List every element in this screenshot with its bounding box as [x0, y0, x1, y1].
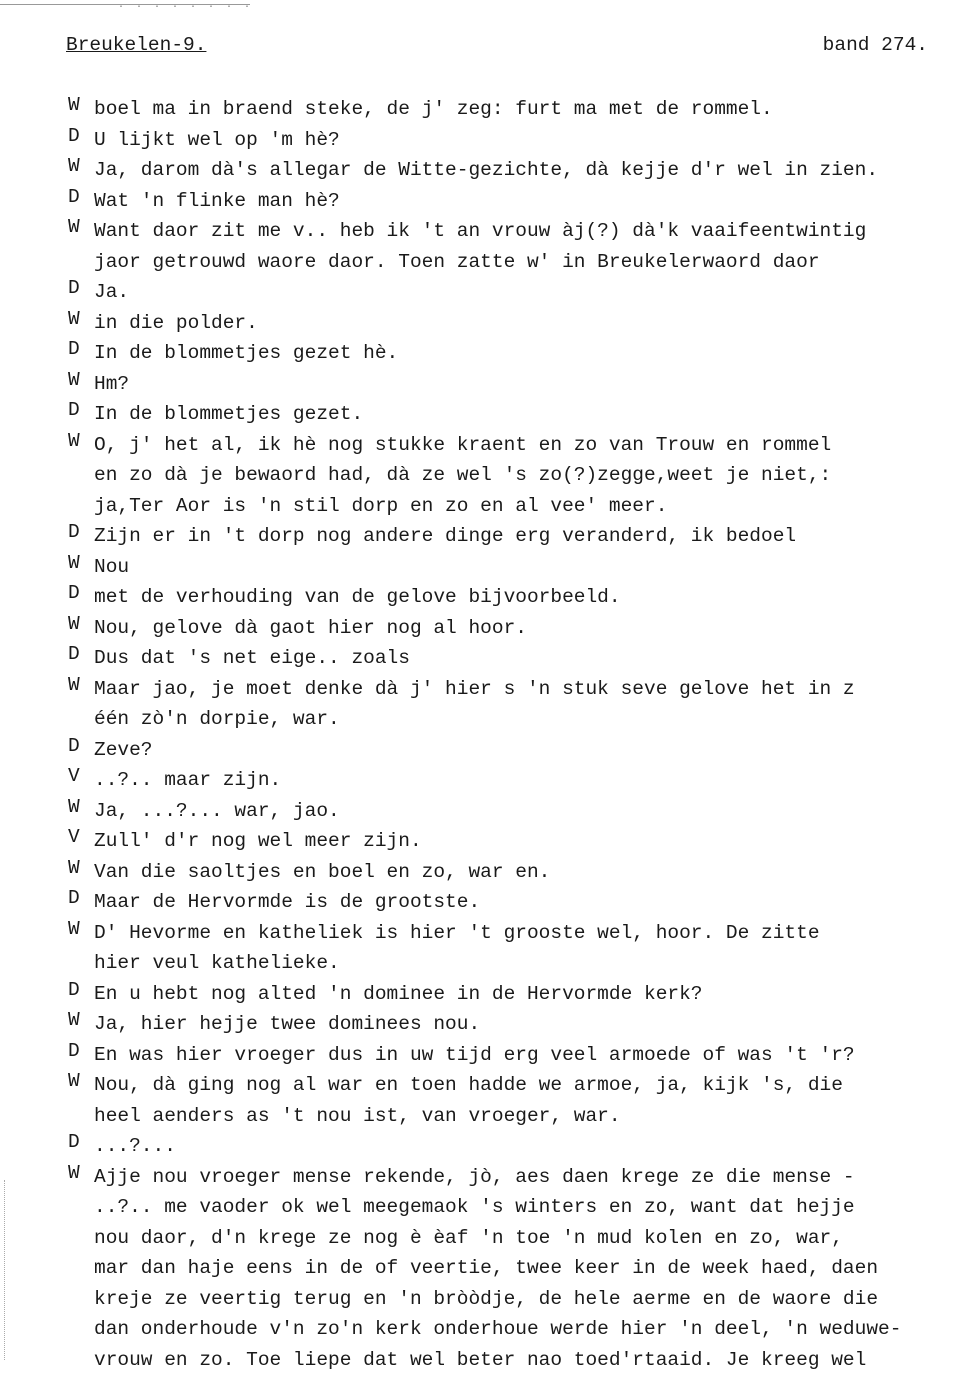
speaker-label: D: [68, 978, 80, 1001]
text-line: Dus dat 's net eige.. zoals: [94, 647, 410, 669]
transcript-turn: [68, 277, 948, 308]
speaker-label: W: [68, 155, 80, 177]
transcript-turn: [68, 643, 948, 674]
turn-text: [94, 1009, 948, 1040]
speaker-label: D: [68, 1131, 80, 1153]
turn-text: [94, 613, 948, 644]
speaker-label: V: [68, 826, 80, 848]
text-line: En u hebt nog alted 'n dominee in de Hervormde kerk?: [94, 982, 703, 1005]
text-line: en zo dà je bewaord had, dà ze wel 's zo(?)zegge,weet je niet,:: [94, 464, 832, 486]
turn-text: [94, 277, 948, 308]
band-number: band 274.: [822, 34, 928, 56]
turn-text: [94, 521, 948, 552]
turn-text: [94, 308, 948, 339]
speaker-label: D: [68, 399, 80, 421]
transcript-turn: [68, 1162, 948, 1376]
speaker-label: V: [68, 765, 80, 787]
text-line: in die polder.: [94, 311, 258, 334]
transcript-turn: [68, 857, 948, 888]
speaker-label: W: [68, 1009, 80, 1031]
text-line: mar dan haje eens in de of veertie, twee keer in de week haed, daen: [94, 1257, 879, 1279]
speaker-label: W: [68, 94, 80, 116]
text-line: Ja, ...?... war, jao.: [94, 799, 340, 822]
transcript-turn: [68, 826, 948, 857]
turn-text: [94, 1070, 948, 1131]
transcript-turn: [68, 674, 948, 735]
text-line: hier veul kathelieke.: [94, 952, 340, 974]
transcript-turn: [68, 186, 948, 217]
transcript-turn: [68, 521, 948, 552]
text-line: O, j' het al, ik hè nog stukke kraent en zo van Trouw en rommel: [94, 433, 832, 456]
speaker-label: W: [68, 917, 80, 940]
turn-text: [94, 1040, 948, 1071]
speaker-label: W: [68, 368, 80, 391]
speaker-label: D: [68, 277, 80, 299]
turn-text: [94, 857, 948, 888]
speaker-label: D: [68, 582, 80, 604]
text-line: ..?.. maar zijn.: [94, 769, 282, 791]
speaker-label: W: [68, 307, 80, 330]
turn-text: [94, 338, 948, 369]
turn-text: [94, 369, 948, 400]
turn-text: [94, 186, 948, 217]
transcript-turn: [68, 979, 948, 1010]
transcript-turn: [68, 887, 948, 918]
text-line: Ja.: [94, 281, 130, 303]
transcript-turn: [68, 399, 948, 430]
transcript-turn: [68, 216, 948, 277]
text-line: Ja, darom dà's allegar de Witte-gezichte, dà kejje d'r wel in zien.: [94, 159, 879, 181]
speaker-label: D: [68, 734, 80, 757]
turn-text: [94, 735, 948, 766]
transcript-turn: [68, 613, 948, 644]
speaker-label: D: [68, 338, 80, 360]
turn-text: [94, 582, 948, 613]
text-line: Wat 'n flinke man hè?: [94, 189, 340, 212]
text-line: ...?...: [94, 1135, 176, 1157]
speaker-label: W: [68, 612, 80, 635]
transcript: [68, 94, 948, 1375]
speaker-label: W: [68, 795, 80, 818]
margin-mark: [4, 1180, 5, 1360]
transcript-turn: [68, 1040, 948, 1071]
turn-text: [94, 796, 948, 827]
transcript-turn: [68, 369, 948, 400]
top-dots: · · · · · · · ·: [118, 2, 254, 13]
text-line: Ajje nou vroeger mense rekende, jò, aes daen krege ze die mense -: [94, 1165, 855, 1188]
transcript-turn: [68, 155, 948, 186]
transcript-turn: [68, 308, 948, 339]
speaker-label: D: [68, 185, 80, 208]
text-line: Ja, hier hejje twee dominees nou.: [94, 1013, 481, 1035]
text-line: vrouw en zo. Toe liepe dat wel beter nao toed'rtaaid. Je kreeg wel: [94, 1348, 867, 1371]
speaker-label: D: [68, 887, 80, 909]
turn-text: [94, 430, 948, 522]
turn-text: [94, 826, 948, 857]
text-line: In de blommetjes gezet hè.: [94, 342, 399, 364]
turn-text: [94, 94, 948, 125]
speaker-label: D: [68, 124, 80, 147]
text-line: En was hier vroeger dus in uw tijd erg veel armoede of was 't 'r?: [94, 1043, 855, 1066]
transcript-turn: [68, 552, 948, 583]
transcript-turn: [68, 765, 948, 796]
speaker-label: D: [68, 521, 80, 543]
text-line: één zò'n dorpie, war.: [94, 708, 340, 730]
text-line: ja,Ter Aor is 'n stil dorp en zo en al vee' meer.: [94, 494, 668, 517]
text-line: Zeve?: [94, 738, 153, 761]
text-line: heel aenders as 't nou ist, van vroeger, war.: [94, 1104, 621, 1127]
text-line: Want daor zit me v.. heb ik 't an vrouw àj(?) dà'k vaaifeentwintig: [94, 220, 867, 242]
transcript-turn: [68, 1009, 948, 1040]
transcript-turn: [68, 796, 948, 827]
transcript-turn: [68, 125, 948, 156]
turn-text: [94, 552, 948, 583]
text-line: nou daor, d'n krege ze nog è èaf 'n toe 'n mud kolen en zo, war,: [94, 1226, 843, 1249]
speaker-label: W: [68, 856, 80, 879]
speaker-label: D: [68, 1039, 80, 1062]
text-line: ..?.. me vaoder ok wel meegemaok 's winters en zo, want dat hejje: [94, 1196, 855, 1218]
text-line: Maar jao, je moet denke dà j' hier s 'n stuk seve gelove het in z: [94, 677, 855, 700]
speaker-label: W: [68, 673, 80, 696]
text-line: Maar de Hervormde is de grootste.: [94, 891, 481, 913]
text-line: In de blommetjes gezet.: [94, 403, 364, 425]
text-line: Zull' d'r nog wel meer zijn.: [94, 830, 422, 852]
text-line: Van die saoltjes en boel en zo, war en.: [94, 860, 551, 883]
transcript-turn: [68, 1070, 948, 1131]
turn-text: [94, 399, 948, 430]
transcript-turn: [68, 338, 948, 369]
speaker-label: W: [68, 216, 80, 238]
text-line: dan onderhoude v'n zo'n kerk onderhoue werde hier 'n deel, 'n weduwe-: [94, 1318, 902, 1340]
document-title: Breukelen-9.: [66, 34, 207, 56]
transcript-turn: [68, 735, 948, 766]
text-line: jaor getrouwd waore daor. Toen zatte w' in Breukelerwaord daor: [94, 250, 820, 273]
text-line: met de verhouding van de gelove bijvoorbeeld.: [94, 586, 621, 608]
turn-text: [94, 918, 948, 979]
turn-text: [94, 1162, 948, 1376]
turn-text: [94, 979, 948, 1010]
turn-text: [94, 155, 948, 186]
text-line: U lijkt wel op 'm hè?: [94, 128, 340, 151]
text-line: Nou, dà ging nog al war en toen hadde we armoe, ja, kijk 's, die: [94, 1074, 843, 1096]
transcript-turn: [68, 430, 948, 522]
speaker-label: W: [68, 1070, 80, 1092]
text-line: Hm?: [94, 372, 130, 395]
turn-text: [94, 643, 948, 674]
turn-text: [94, 216, 948, 277]
turn-text: [94, 674, 948, 735]
speaker-label: W: [68, 1161, 80, 1184]
text-line: Nou: [94, 555, 130, 578]
transcript-turn: [68, 918, 948, 979]
transcript-turn: [68, 1131, 948, 1162]
speaker-label: W: [68, 429, 80, 452]
text-line: D' Hevorme en katheliek is hier 't grooste wel, hoor. De zitte: [94, 921, 820, 944]
text-line: boel ma in braend steke, de j' zeg: furt ma met de rommel.: [94, 98, 773, 120]
transcript-turn: [68, 94, 948, 125]
turn-text: [94, 765, 948, 796]
speaker-label: D: [68, 643, 80, 665]
turn-text: [94, 125, 948, 156]
turn-text: [94, 1131, 948, 1162]
text-line: Nou, gelove dà gaot hier nog al hoor.: [94, 616, 527, 639]
text-line: kreje ze veertig terug en 'n bròòdje, de hele aerme en de waore die: [94, 1287, 879, 1310]
speaker-label: W: [68, 551, 80, 574]
text-line: Zijn er in 't dorp nog andere dinge erg veranderd, ik bedoel: [94, 525, 797, 547]
turn-text: [94, 887, 948, 918]
transcript-turn: [68, 582, 948, 613]
